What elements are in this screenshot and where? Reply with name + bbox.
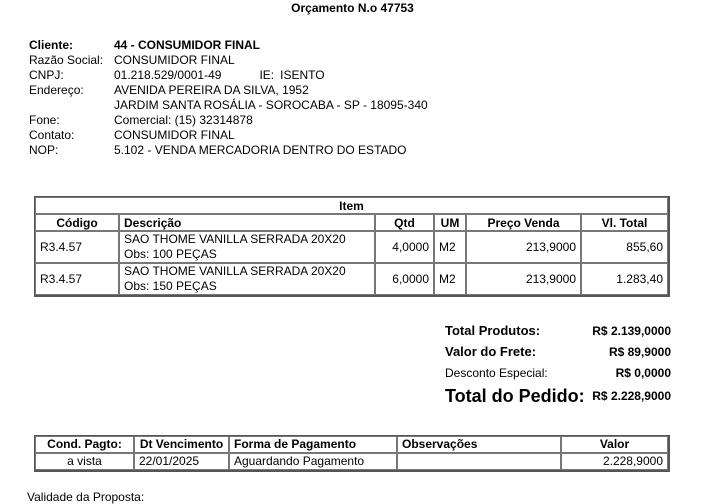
cell-vencimento: 22/01/2025 <box>134 453 229 470</box>
col-preco: Preço Venda <box>466 214 581 231</box>
col-valor: Valor <box>561 436 668 453</box>
endereco-label: Endereço: <box>29 83 84 97</box>
cell-descricao <box>119 231 375 263</box>
endereco-line1: AVENIDA PEREIRA DA SILVA, 1952 <box>114 83 309 97</box>
contato-label: Contato: <box>29 128 75 142</box>
contato-value: CONSUMIDOR FINAL <box>114 128 235 142</box>
client-info <box>29 38 428 158</box>
cell-preco: 213,9000 <box>466 231 581 263</box>
ie-label: IE: <box>259 68 275 82</box>
payment-table <box>34 435 670 472</box>
endereco-row-2 <box>29 98 428 113</box>
item-description: SAO THOME VANILLA SERRADA 20X20 <box>124 232 346 246</box>
razao-value: CONSUMIDOR FINAL <box>114 53 235 67</box>
desconto-value: R$ 0,0000 <box>615 365 671 380</box>
col-um: UM <box>434 214 466 231</box>
client-row <box>29 38 428 53</box>
ie-value: ISENTO <box>280 68 325 82</box>
table-row <box>35 231 668 263</box>
cell-cond: a vista <box>35 453 134 470</box>
cnpj-value: 01.218.529/0001-49 <box>114 68 222 82</box>
item-obs: Obs: 100 PEÇAS <box>124 247 217 261</box>
col-codigo: Código <box>35 214 119 231</box>
totals-block <box>445 320 671 409</box>
nop-label: NOP: <box>29 143 59 157</box>
cell-total: 855,60 <box>581 231 668 263</box>
total-pedido-value: R$ 2.228,9000 <box>592 389 671 403</box>
endereco-line2: JARDIM SANTA ROSÁLIA - SOROCABA - SP - 18095-340 <box>114 98 428 112</box>
col-observacoes: Observações <box>397 436 561 453</box>
cell-qtd: 4,0000 <box>375 231 434 263</box>
contato-row <box>29 128 428 143</box>
endereco-row <box>29 83 428 98</box>
cell-preco: 213,9000 <box>466 263 581 295</box>
total-produtos-row <box>445 320 671 341</box>
items-header-row <box>35 214 668 231</box>
fone-value: Comercial: (15) 32314878 <box>114 113 253 127</box>
nop-value: 5.102 - VENDA MERCADORIA DENTRO DO ESTADO <box>114 143 407 157</box>
total-pedido-row <box>445 383 671 409</box>
col-total: Vl. Total <box>581 214 668 231</box>
desconto-label: Desconto Especial: <box>445 365 548 380</box>
items-table <box>34 196 670 297</box>
razao-label: Razão Social: <box>29 53 104 67</box>
col-forma: Forma de Pagamento <box>229 436 397 453</box>
table-row <box>35 263 668 295</box>
item-description: SAO THOME VANILLA SERRADA 20X20 <box>124 264 346 278</box>
items-group-header: Item <box>35 197 668 214</box>
cnpj-label: CNPJ: <box>29 68 64 82</box>
col-qtd: Qtd <box>375 214 434 231</box>
fone-label: Fone: <box>29 113 60 127</box>
col-descricao: Descrição <box>119 214 375 231</box>
total-produtos-value: R$ 2.139,0000 <box>592 323 671 338</box>
cell-qtd: 6,0000 <box>375 263 434 295</box>
cell-um: M2 <box>434 231 466 263</box>
frete-row <box>445 341 671 362</box>
razao-row <box>29 53 428 68</box>
client-label: Cliente: <box>29 38 74 52</box>
desconto-row <box>445 362 671 383</box>
payment-header-row <box>35 436 668 453</box>
total-pedido-label: Total do Pedido: <box>445 385 585 406</box>
cell-descricao <box>119 263 375 295</box>
cell-valor: 2.228,9000 <box>561 453 668 470</box>
col-vencimento: Dt Vencimento <box>134 436 229 453</box>
cell-total: 1.283,40 <box>581 263 668 295</box>
page-title: Orçamento N.o 47753 <box>291 1 414 15</box>
item-obs: Obs: 150 PEÇAS <box>124 279 217 293</box>
cnpj-row <box>29 68 428 83</box>
frete-label: Valor do Frete: <box>445 344 537 359</box>
total-produtos-label: Total Produtos: <box>445 323 541 338</box>
table-row <box>35 453 668 470</box>
frete-value: R$ 89,9000 <box>608 344 671 359</box>
fone-row <box>29 113 428 128</box>
cell-um: M2 <box>434 263 466 295</box>
client-value: 44 - CONSUMIDOR FINAL <box>114 38 261 52</box>
cell-forma: Aguardando Pagamento <box>229 453 397 470</box>
cell-codigo: R3.4.57 <box>35 263 119 295</box>
cell-codigo: R3.4.57 <box>35 231 119 263</box>
validity-label: Validade da Proposta: <box>27 490 145 504</box>
col-cond: Cond. Pagto: <box>35 436 134 453</box>
nop-row <box>29 143 428 158</box>
cell-obs <box>397 453 561 470</box>
